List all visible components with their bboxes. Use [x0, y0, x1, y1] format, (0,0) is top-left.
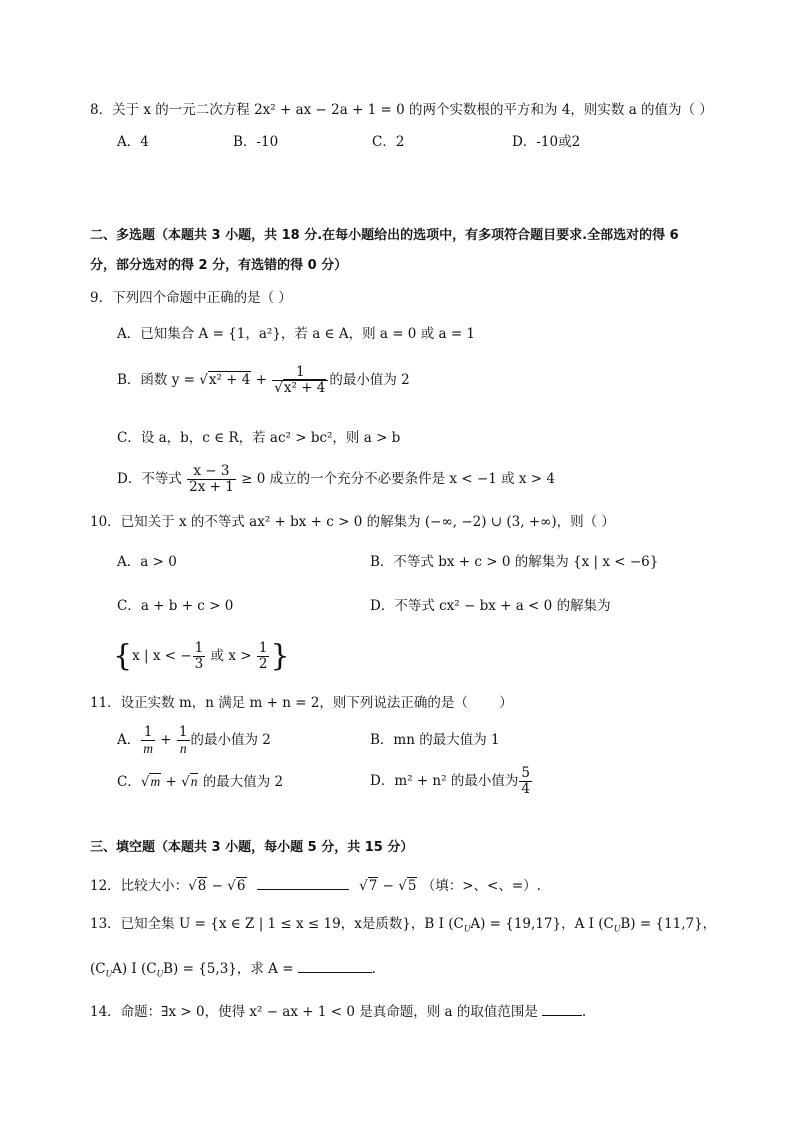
q11-option-c-suffix: 的最大值为 2	[198, 774, 284, 790]
q12-sqrt-8: 8	[197, 878, 207, 894]
q9-option-d-prefix: D．不等式	[117, 471, 187, 487]
q9-option-c: C．设 a，b，c ∈ R，若 ac² > bc²，则 a > b	[117, 430, 401, 446]
q11-stem: 11．设正实数 m，n 满足 m + n = 2，则下列说法正确的是（ ）	[90, 695, 513, 711]
q9-option-d-fraction	[187, 464, 236, 495]
q10-set-left-brace: {	[113, 638, 133, 674]
q13-subscript-u-2: U	[613, 923, 621, 934]
q11-option-a	[117, 723, 271, 757]
q11-option-a-numerator-1: 1	[141, 725, 155, 741]
q10-stem: 10．已知关于 x 的不等式 ax² + bx + c > 0 的解集为 (−∞, −2) ∪ (3, +∞)，则（ ）	[90, 514, 615, 530]
q13-period: .	[371, 961, 376, 977]
q9-option-d	[117, 462, 555, 496]
q11-option-a-denominator-2: n	[179, 741, 187, 756]
section3-heading: 三、填空题（本题共 3 小题，每小题 5 分，共 15 分）	[90, 840, 414, 855]
q13-line1	[90, 914, 716, 939]
q13-line1-middle: A) = {19,17}，A I (C	[470, 916, 614, 932]
q10-set-denominator-1: 3	[194, 656, 204, 672]
q11-option-a-numerator-2: 1	[178, 724, 188, 740]
q9-option-b-suffix: 的最小值为 2	[329, 372, 410, 388]
q10-option-c: C．a + b + c > 0	[117, 598, 234, 614]
q12-prefix: 12．比较大小：	[90, 878, 189, 894]
q11-option-d-denominator: 4	[521, 781, 530, 797]
q9-stem: 9．下列四个命题中正确的是（ ）	[90, 290, 292, 306]
q13-line2-middle: A) I (C	[112, 961, 157, 977]
q10-set-fraction-2	[257, 641, 270, 672]
q14-period: .	[581, 1004, 587, 1020]
q13-line2-prefix: (C	[90, 961, 106, 977]
q10-option-a: A．a > 0	[117, 554, 177, 570]
q10-set-prefix: x | x < −	[132, 648, 192, 664]
q10-set-denominator-2: 2	[258, 656, 268, 672]
q11-option-a-prefix: A．	[117, 732, 141, 748]
q14-answer-blank[interactable]	[542, 1015, 582, 1016]
q9-option-d-denominator: 2x + 1	[189, 479, 234, 495]
q13-subscript-u-4: U	[156, 968, 164, 979]
q10-option-b: B．不等式 bx + c > 0 的解集为 {x | x < −6}	[370, 554, 659, 570]
q11-option-b: B．mn 的最大值为 1	[370, 732, 500, 748]
q13-line2-suffix: B) = {5,3}，求 A =	[163, 961, 294, 977]
q11-option-d-numerator: 5	[521, 765, 530, 781]
q10-set-fraction-1	[193, 641, 206, 672]
q10-option-d-set	[113, 636, 290, 676]
q14-text: 14．命题：∃x > 0，使得 x² − ax + 1 < 0 是真命题，则 a 的取值范围是	[90, 1004, 538, 1020]
q10-set-right-brace: }	[270, 638, 290, 674]
q12-sqrt-6: 6	[236, 878, 246, 894]
q13-subscript-u-1: U	[463, 923, 471, 934]
q11-option-a-fraction-1	[141, 725, 155, 756]
q12-minus-1: −	[207, 878, 228, 894]
section2-heading-line2: 分，部分选对的得 2 分，有选错的得 0 分）	[90, 258, 348, 273]
q12-line: 12．比较大小：√8 − √6 √7 − √5 （填：>、<、=）.	[90, 878, 541, 894]
q14-line	[90, 1002, 586, 1022]
q11-option-a-suffix: 的最小值为 2	[190, 732, 271, 748]
q10-set-numerator-1: 1	[194, 640, 204, 656]
q12-sqrt-5: 5	[407, 878, 417, 894]
q9-option-d-suffix: ≥ 0 成立的一个充分不必要条件是 x < −1 或 x > 4	[236, 471, 555, 487]
q11-option-c-sqrt-n: n	[190, 774, 198, 789]
q9-option-b-plus: +	[251, 372, 272, 388]
q9-option-b-denominator: x² + 4	[283, 380, 326, 396]
q9-option-a: A．已知集合 A = {1，a²}，若 a ∈ A，则 a = 0 或 a = 1	[117, 326, 476, 342]
q11-option-a-fraction-2	[177, 725, 190, 756]
q13-line1-prefix: 13．已知全集 U = {x ∈ Z | 1 ≤ x ≤ 19，x是质数}，B I (C	[90, 916, 464, 932]
q8-option-d: D．-10或2	[512, 134, 581, 150]
q8-option-b: B．-10	[233, 134, 279, 150]
q10-set-numerator-2: 1	[258, 640, 268, 656]
q13-subscript-u-3: U	[105, 968, 113, 979]
q11-option-c: C．√m + √n 的最大值为 2	[117, 774, 284, 790]
q8-option-a: A．4	[117, 134, 149, 150]
q11-option-c-prefix: C．	[117, 774, 141, 790]
q9-option-b-numerator: 1	[272, 365, 328, 381]
q11-option-d	[370, 764, 533, 798]
q9-option-d-numerator: x − 3	[187, 464, 236, 480]
q11-option-c-plus: +	[161, 774, 182, 790]
q12-sqrt-7: 7	[368, 878, 378, 894]
q9-option-b: B．函数 y = √x² + 4 + $\frac{1}{\text{√x² + 4}}$ 的最小值为 2	[117, 364, 410, 396]
q10-set-middle: 或 x >	[206, 648, 256, 664]
q11-option-d-prefix: D．m² + n² 的最小值为	[370, 773, 519, 789]
q9-option-b-fraction: $\frac{1}{\text{√x² + 4}}$	[272, 365, 328, 396]
q13-answer-blank[interactable]	[298, 972, 372, 973]
q12-suffix: （填：>、<、=）.	[421, 878, 541, 894]
q11-option-d-fraction	[519, 766, 532, 797]
q11-option-a-denominator-1: m	[143, 741, 153, 756]
q9-option-b-prefix: B．函数 y =	[117, 372, 200, 388]
q9-option-b-sqrt: x² + 4	[208, 372, 251, 388]
q11-option-c-sqrt-m: m	[150, 774, 161, 789]
q8-stem: 8．关于 x 的一元二次方程 2x² + ax − 2a + 1 = 0 的两个实数根的平方和为 4，则实数 a 的值为（ ）	[90, 102, 713, 118]
section2-heading-line1: 二、多选题（本题共 3 小题，共 18 分.在每小题给出的选项中，有多项符合题目要求.全部选对的得 6	[90, 228, 679, 243]
q12-minus-2: −	[378, 878, 399, 894]
q13-line1-suffix: B) = {11,7}，	[620, 916, 717, 932]
q10-option-d: D．不等式 cx² − bx + a < 0 的解集为	[370, 598, 611, 614]
q12-answer-blank[interactable]	[257, 889, 349, 890]
q8-option-c: C．2	[372, 134, 405, 150]
q13-line2	[90, 959, 376, 984]
q11-option-a-plus: +	[156, 732, 176, 748]
